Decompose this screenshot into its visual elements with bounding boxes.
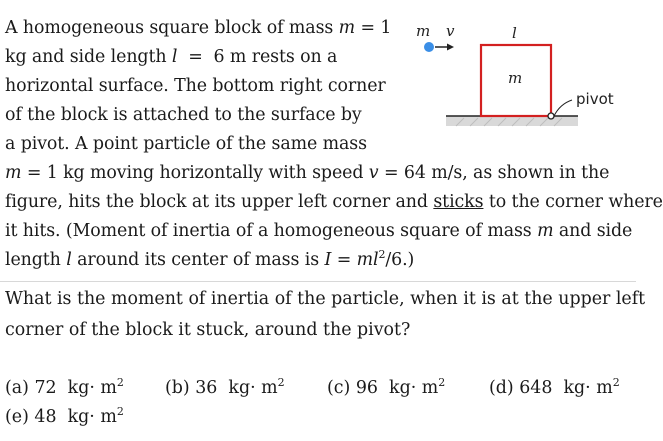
pivot-pointer-line xyxy=(554,100,572,116)
choice-unit: $kg\cdot m^2$ xyxy=(62,376,124,398)
underlined-word: sticks xyxy=(433,192,484,212)
question-text xyxy=(5,284,645,346)
choice-value: 648 xyxy=(519,378,553,398)
question-line-2: corner of the block it stuck, around the pivot? xyxy=(5,320,411,340)
problem-line-2: kg and side length l = 6 m rests on a xyxy=(5,47,338,67)
line7-text-b: to the corner where xyxy=(483,192,663,212)
choice-e[interactable] xyxy=(5,403,124,432)
choice-unit: $kg\cdot m^2$ xyxy=(557,376,620,398)
block-mass-label: m xyxy=(508,69,523,87)
side-length-label: l xyxy=(512,24,517,42)
choice-b[interactable] xyxy=(165,374,327,403)
problem-line-7 xyxy=(5,188,663,217)
pivot-point xyxy=(548,113,554,119)
problem-line-5: a pivot. A point particle of the same mass xyxy=(5,134,367,154)
choice-unit: $kg\cdot m^2$ xyxy=(222,376,285,398)
problem-line-6: m = 1 kg moving horizontally with speed v = 64 m/s, as shown in the xyxy=(5,163,610,183)
particle-mass-label: m xyxy=(416,22,431,40)
question-line-1: What is the moment of inertia of the particle, when it is at the upper left xyxy=(5,289,646,309)
problem-line-4: of the block is attached to the surface by xyxy=(5,105,362,125)
choice-value: 96 xyxy=(355,378,378,398)
choice-unit: $kg\cdot m^2$ xyxy=(383,376,446,398)
physics-figure xyxy=(408,20,633,138)
problem-line-8: it hits. (Moment of inertia of a homogeneous square of mass m and side xyxy=(5,221,633,241)
arrowhead-icon xyxy=(447,44,454,51)
choice-label: (e) xyxy=(5,407,29,427)
ground-surface xyxy=(446,116,578,126)
choice-a[interactable] xyxy=(5,374,165,403)
choice-value: 48 xyxy=(34,407,57,427)
line7-text-a: figure, hits the block at its upper left corner and xyxy=(5,192,434,212)
point-particle xyxy=(424,42,434,52)
choice-unit: $kg\cdot m^2$ xyxy=(62,405,124,427)
problem-line-3: horizontal surface. The bottom right corner xyxy=(5,76,386,96)
problem-line-1: A homogeneous square block of mass m = 1 xyxy=(5,18,392,38)
answer-choices xyxy=(5,374,620,432)
choice-label: (a) xyxy=(5,378,29,398)
pivot-label: pivot xyxy=(576,90,614,108)
choice-label: (d) xyxy=(489,378,514,398)
section-divider xyxy=(0,281,636,282)
choices-row-1 xyxy=(5,374,620,403)
choice-d[interactable] xyxy=(489,374,620,403)
choice-c[interactable] xyxy=(327,374,489,403)
choices-row-2 xyxy=(5,403,620,432)
choice-label: (c) xyxy=(327,378,351,398)
problem-line-9: length l around its center of mass is $I = ml^2/6$.) xyxy=(5,248,415,270)
velocity-label: v xyxy=(446,22,455,40)
choice-value: 72 xyxy=(34,378,57,398)
choice-value: 36 xyxy=(195,378,218,398)
choice-label: (b) xyxy=(165,378,190,398)
